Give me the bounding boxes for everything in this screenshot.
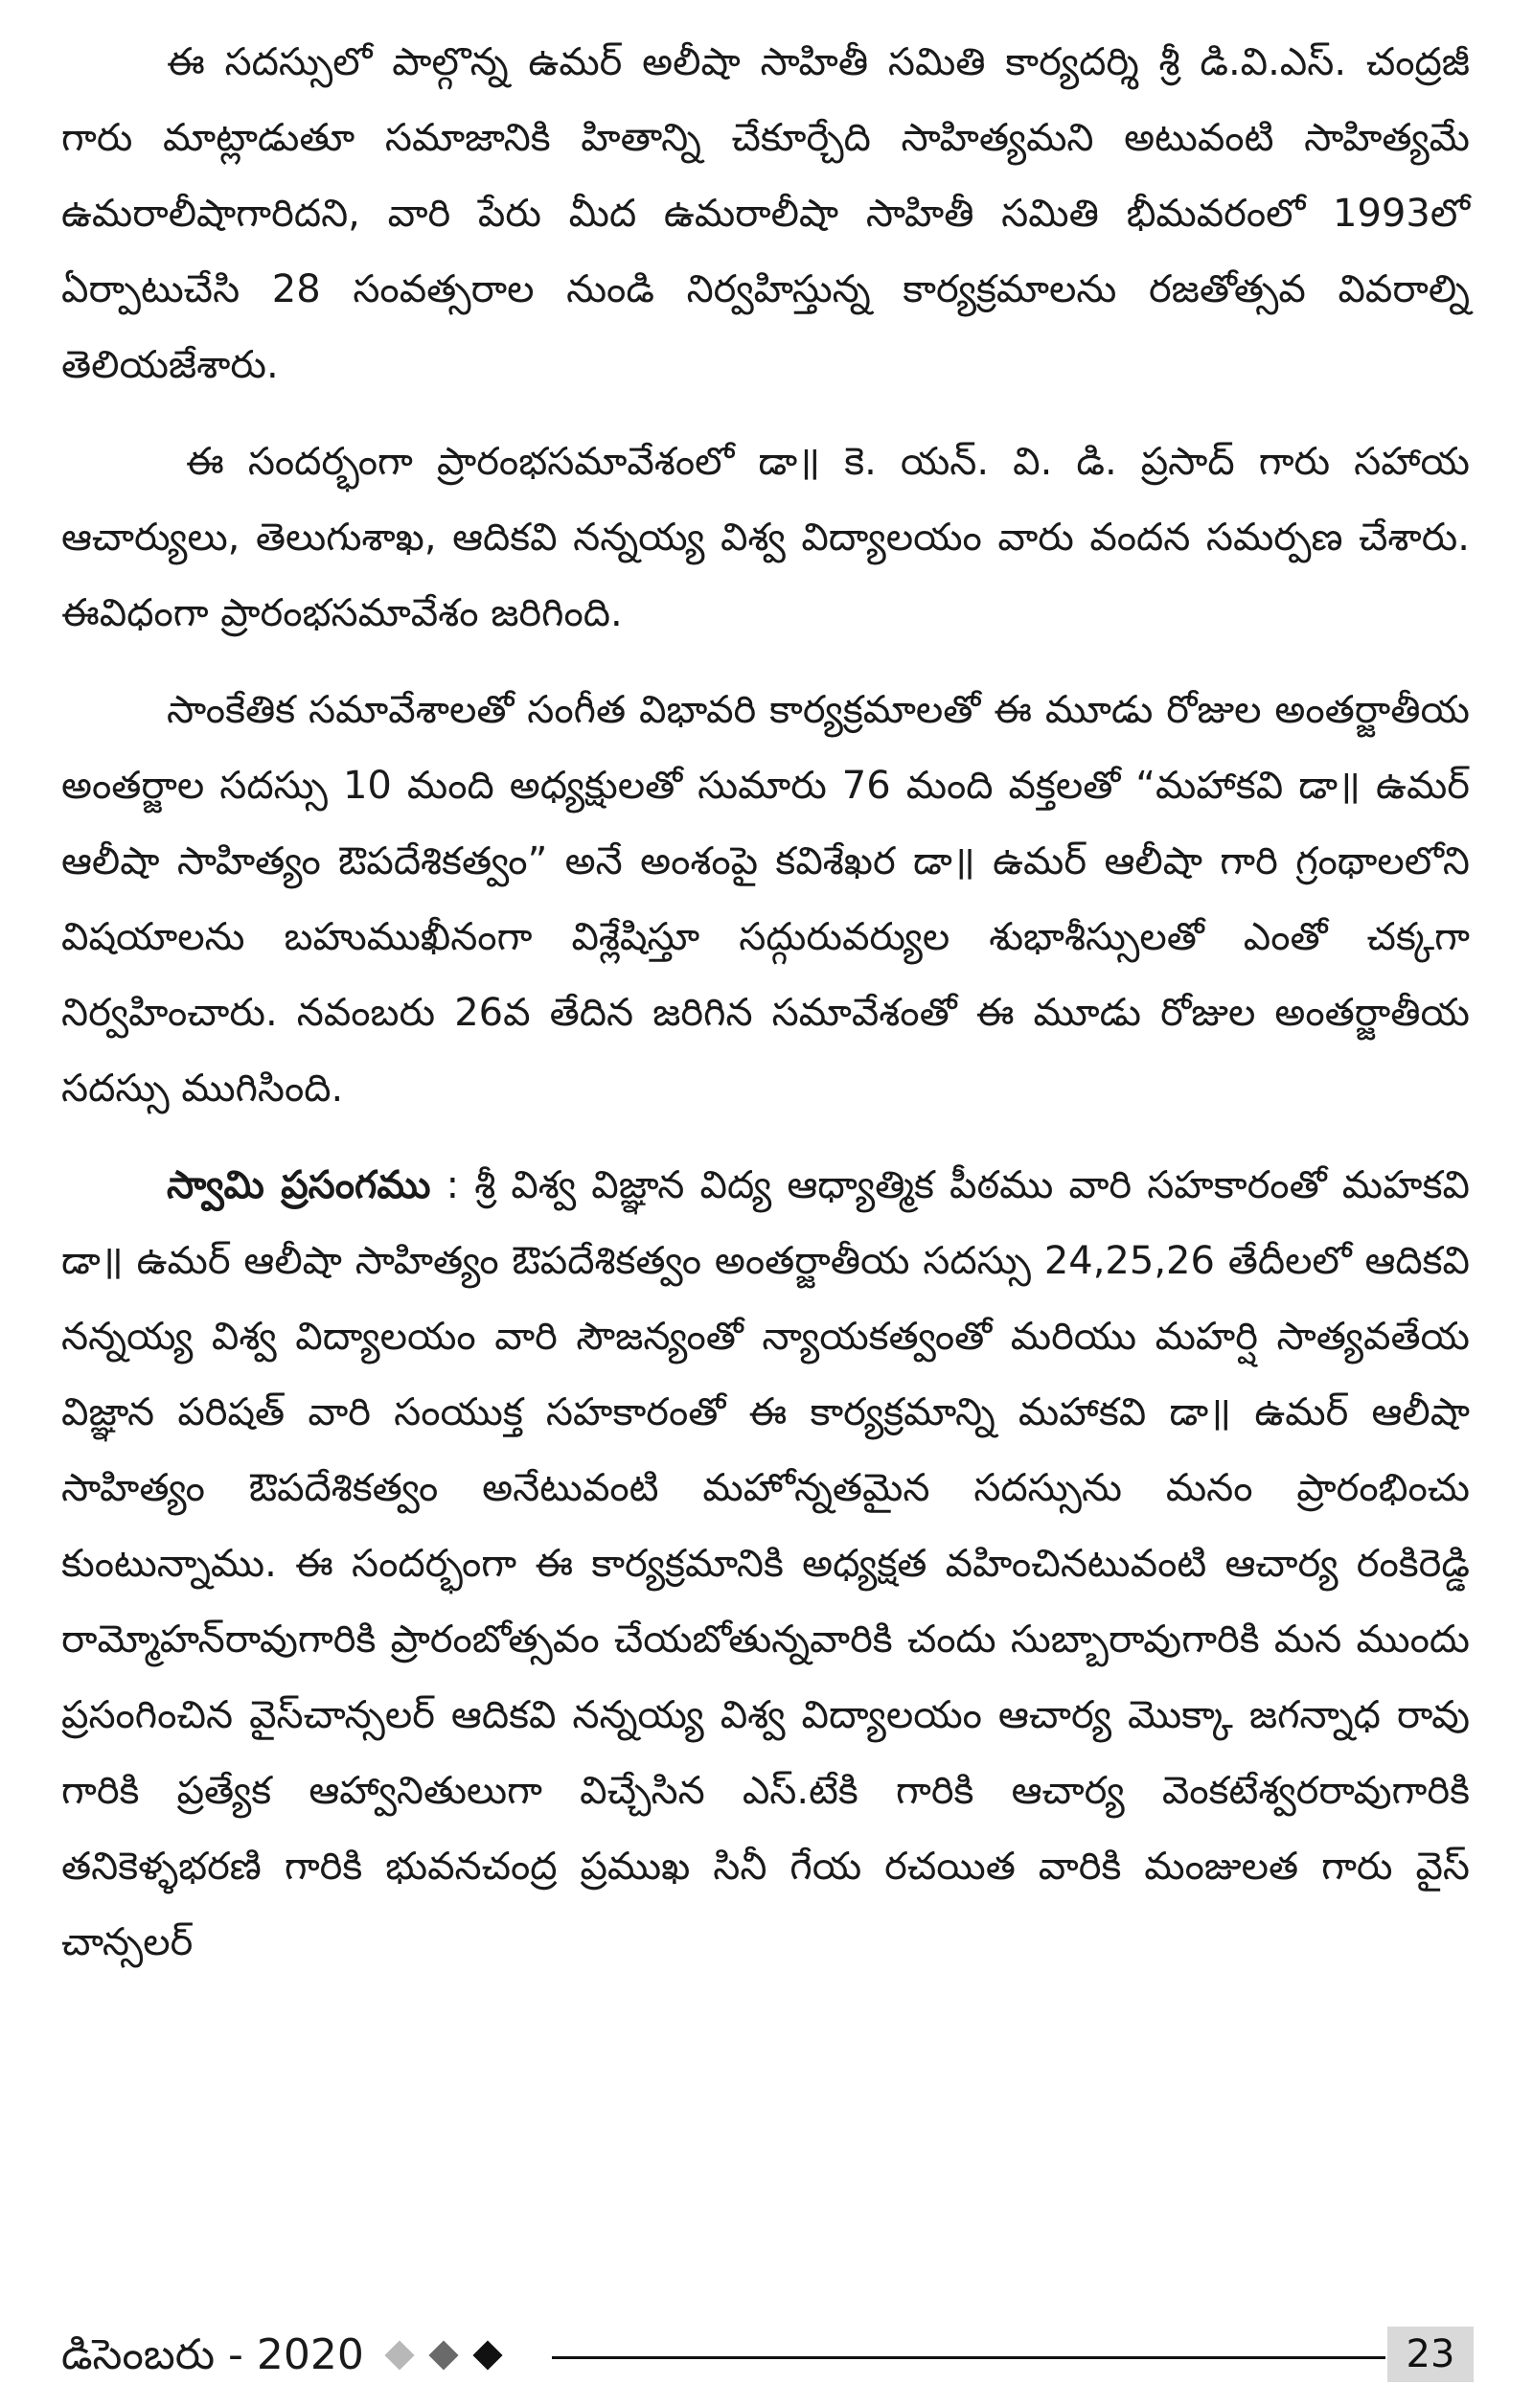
paragraph-swami-speech — [61, 1148, 1470, 1981]
paragraph-vote-of-thanks — [61, 424, 1470, 652]
section-heading: స్వామి ప్రసంగము — [167, 1163, 431, 1207]
footer-divider — [552, 2356, 1385, 2359]
diamond-icon — [472, 2340, 502, 2370]
paragraph-text: ఈ సదస్సులో పాల్గొన్న ఉమర్ అలీషా సాహితీ సమితి కార్యదర్శి శ్రీ డి.వి.ఎస్. చంద్రజీ గారు మాట్లాడుతూ సమాజానికి హితాన్ని చేకూర్చేది సాహిత్యమని అటువంటి సాహిత్యమే ఉమరాలీషాగారిదని, వారి పేరు మీద ఉమరాలీషా సాహితీ సమితి భీమవరంలో 1993లో ఏర్పాటుచేసి 28 సంవత్సరాల నుండి నిర్వహిస్తున్న కార్యక్రమాలను రజతోత్సవ వివరాల్ని తెలియజేశారు. — [61, 40, 1470, 387]
paragraph-text: : శ్రీ విశ్వ విజ్ఞాన విద్య ఆధ్యాత్మిక పీఠము వారి సహకారంతో మహకవి డా॥ ఉమర్ ఆలీషా సాహిత్యం ఔపదేశికత్వం అంతర్జాతీయ సదస్సు 24,25,26 తేదీలలో ఆదికవి నన్నయ్య విశ్వ విద్యాలయం వారి సౌజన్యంతో న్యాయకత్వంతో మరియు మహర్షి సాత్యవతేయ విజ్ఞాన పరిషత్ వారి సంయుక్త సహకారంతో ఈ కార్యక్రమాన్ని మహాకవి డా॥ ఉమర్ ఆలీషా సాహిత్యం ఔపదేశికత్వం అనేటువంటి మహోన్నతమైన సదస్సును మనం ప్రారంభించు కుంటున్నాము. ఈ సందర్భంగా ఈ కార్యక్రమానికి అధ్యక్షత వహించినటువంటి ఆచార్య రంకిరెడ్డి రామ్మోహన్‌రావుగారికి ప్రారంబోత్సవం చేయబోతున్నవారికి చందు సుబ్బారావుగారికి మన ముందు ప్రసంగించిన వైస్‌చాన్సలర్ ఆదికవి నన్నయ్య విశ్వ విద్యాలయం ఆచార్య మొక్కా జగన్నాధ రావు గారికి ప్రత్యేక ఆహ్వానితులుగా విచ్చేసిన ఎస్.టేకి గారికి ఆచార్య వెంకటేశ్వరరావుగారికి తనికెళ్ళభరణి గారికి భువనచంద్ర ప్రముఖ సినీ గేయ రచయిత వారికి మంజులత గారు వైస్ చాన్సలర్ — [61, 1163, 1470, 1964]
paragraph-text: సాంకేతిక సమావేశాలతో సంగీత విభావరి కార్యక్రమాలతో ఈ మూడు రోజుల అంతర్జాతీయ అంతర్జాల సదస్సు 10 మంది అధ్యక్షులతో సుమారు 76 మంది వక్తలతో “మహాకవి డా॥ ఉమర్ ఆలీషా సాహిత్యం ఔపదేశికత్వం” అనే అంశంపై కవిశేఖర డా॥ ఉమర్ ఆలీషా గారి గ్రంథాలలోని విషయాలను బహుముఖీనంగా విశ్లేషిస్తూ సద్గురువర్యుల శుభాశీస్సులతో ఎంతో చక్కగా నిర్వహించారు. నవంబరు 26వ తేదిన జరిగిన సమావేశంతో ఈ మూడు రోజుల అంతర్జాతీయ సదస్సు ముగిసింది. — [61, 688, 1470, 1111]
page-number: 23 — [1387, 2327, 1474, 2382]
diamond-icon — [384, 2340, 414, 2370]
diamond-icon — [428, 2340, 458, 2370]
issue-date-label: డిసెంబరు - 2020 — [61, 2330, 364, 2379]
paragraph-technical-sessions — [61, 673, 1470, 1127]
page-footer — [61, 2327, 1474, 2384]
footer-ornament — [389, 2336, 521, 2374]
paragraph-text: ఈ సందర్భంగా ప్రారంభసమావేశంలో డా॥ కె. యన్. వి. డి. ప్రసాద్ గారు సహాయ ఆచార్యులు, తెలుగుశాఖ, ఆదికవి నన్నయ్య విశ్వ విద్యాలయం వారు వందన సమర్పణ చేశారు. ఈవిధంగా ప్రారంభసమావేశం జరిగింది. — [61, 440, 1470, 635]
paragraph-samithi-secretary — [61, 25, 1470, 403]
article-body — [61, 25, 1470, 2002]
